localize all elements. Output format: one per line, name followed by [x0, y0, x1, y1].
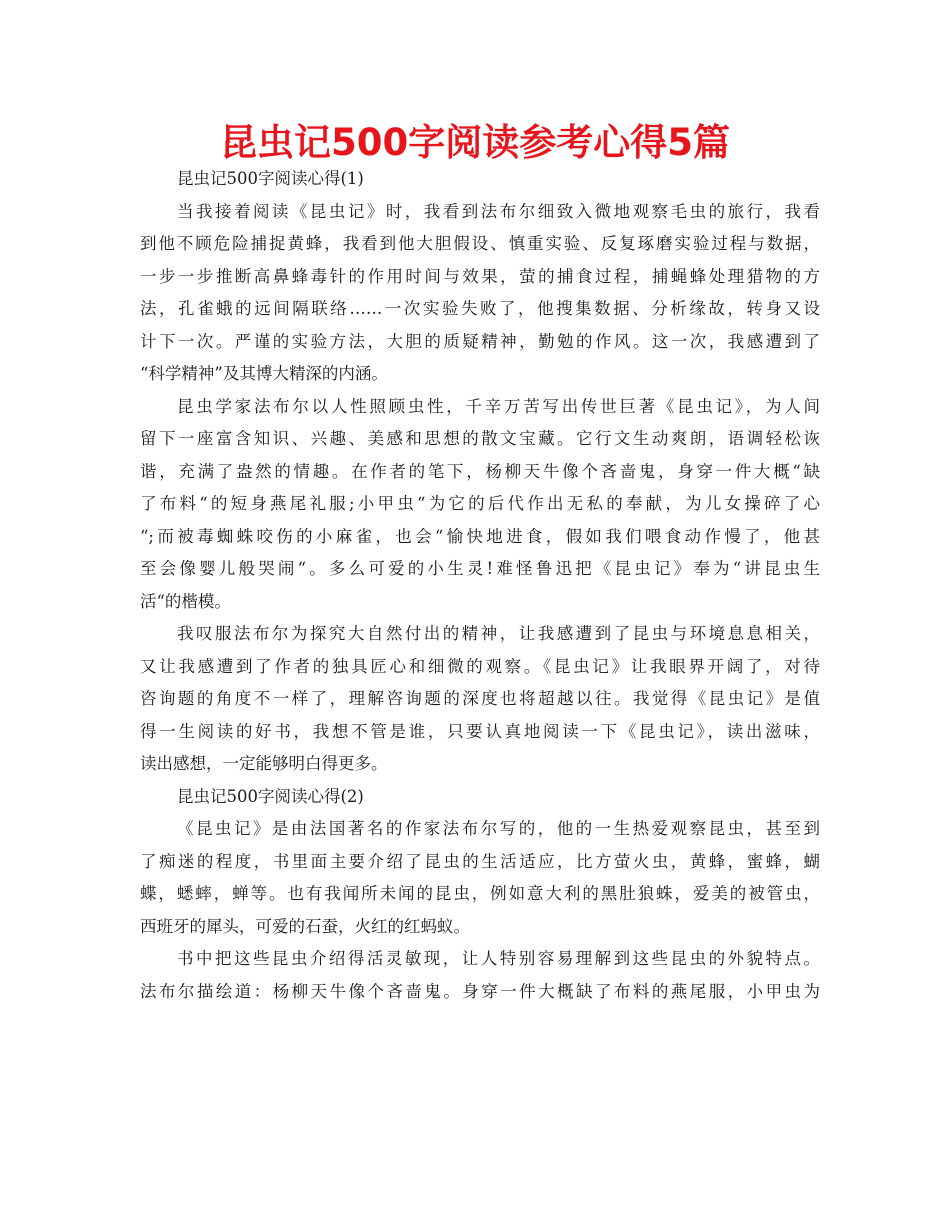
paragraph-line: 当我接着阅读《昆虫记》时，我看到法布尔细致入微地观察毛虫的旅行，我看: [177, 201, 820, 221]
document-title: 昆虫记500字阅读参考心得5篇: [220, 121, 730, 164]
paragraph-line: 又让我感遭到了作者的独具匠心和细微的观察。《昆虫记》让我眼界开阔了，对待: [140, 656, 820, 676]
paragraph-line: 西班牙的犀头，可爱的石蚕，火红的红蚂蚁。: [140, 916, 470, 936]
paragraph-line: 读出感想，一定能够明白得更多。: [140, 754, 388, 773]
paragraph-line: 昆虫记500字阅读心得(2): [177, 786, 364, 806]
paragraph-line: 一步一步推断高鼻蜂毒针的作用时间与效果，萤的捕食过程，捕蝇蜂处理猎物的方: [140, 266, 820, 286]
paragraph-line: 到他不顾危险捕捉黄蜂，我看到他大胆假设、慎重实验、反复琢磨实验过程与数据，: [140, 234, 820, 253]
paragraph-line: “科学精神”及其博大精深的内涵。: [140, 364, 388, 383]
paragraph-line: 得一生阅读的好书，我想不管是谁，只要认真地阅读一下《昆虫记》，读出滋味，: [140, 721, 820, 741]
paragraph-line: 《昆虫记》是由法国著名的作家法布尔写的，他的一生热爱观察昆虫，甚至到: [177, 819, 820, 838]
paragraph-line: 法布尔描绘道：杨柳天牛像个吝啬鬼。身穿一件大概缺了布料的燕尾服，小甲虫为: [140, 981, 820, 1001]
paragraph-line: 咨询题的角度不一样了，理解咨询题的深度也将超越以往。我觉得《昆虫记》是值: [140, 689, 820, 708]
paragraph-line: 至会像婴儿般哭闹“。多么可爱的小生灵!难怪鲁迅把《昆虫记》奉为“讲昆虫生: [140, 559, 820, 578]
paragraph-line: 昆虫记500字阅读心得(1): [177, 169, 364, 188]
paragraph-line: 留下一座富含知识、兴趣、美感和思想的散文宝藏。它行文生动爽朗，语调轻松诙: [140, 429, 820, 448]
paragraph-line: 计下一次。严谨的实验方法，大胆的质疑精神，勤勉的作风。这一次，我感遭到了: [140, 331, 820, 351]
paragraph-line: 谐，充满了盎然的情趣。在作者的笔下，杨柳天牛像个吝啬鬼，身穿一件大概“缺: [140, 461, 820, 481]
document-body: [140, 163, 820, 1008]
paragraph-line: 法，孔雀蛾的远间隔联络……一次实验失败了，他搜集数据、分析缘故，转身又设: [140, 299, 820, 318]
paragraph-line: 书中把这些昆虫介绍得活灵敏现，让人特别容易理解到这些昆虫的外貌特点。: [177, 949, 820, 968]
paragraph-line: 了痴迷的程度，书里面主要介绍了昆虫的生活适应，比方萤火虫，黄蜂，蜜蜂，蝴: [140, 851, 820, 871]
paragraph-line: 蝶，蟋蟀，蝉等。也有我闻所未闻的昆虫，例如意大利的黑肚狼蛛，爱美的被管虫，: [140, 884, 820, 903]
paragraph-line: 活“的楷模。: [140, 591, 231, 611]
paragraph-line: 昆虫学家法布尔以人性照顾虫性，千辛万苦写出传世巨著《昆虫记》，为人间: [177, 396, 820, 416]
paragraph-line: “;而被毒蜘蛛咬伤的小麻雀，也会“愉快地进食，假如我们喂食动作慢了，他甚: [140, 526, 820, 546]
paragraph-line: 我叹服法布尔为探究大自然付出的精神，让我感遭到了昆虫与环境息息相关，: [177, 624, 820, 643]
paragraph-line: 了布料“的短身燕尾礼服;小甲虫“为它的后代作出无私的奉献，为儿女操碎了心: [140, 494, 820, 513]
